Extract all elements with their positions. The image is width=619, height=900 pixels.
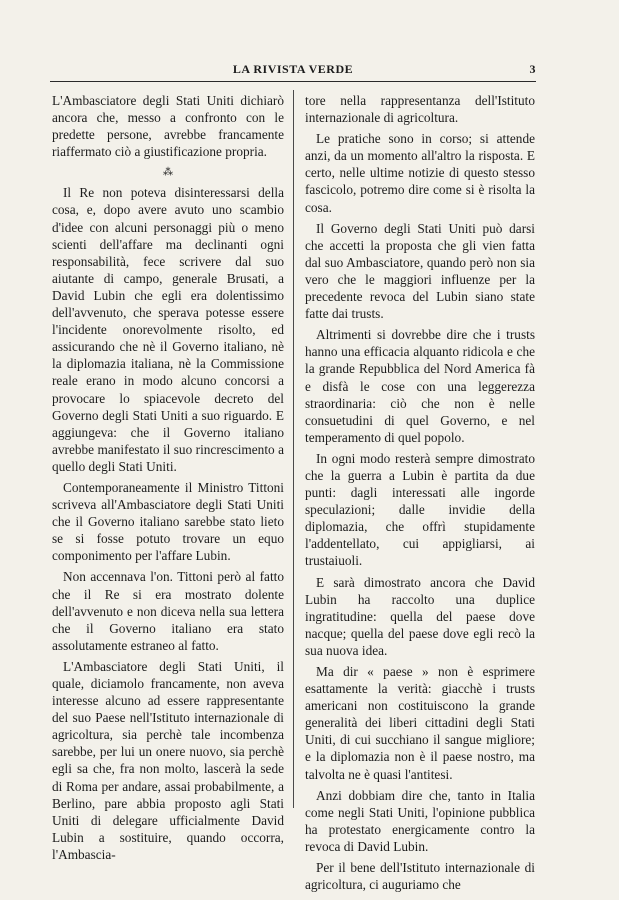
section-separator: ⁂ — [163, 167, 173, 179]
paragraph: tore nella rappresentanza dell'Istituto internazionale di agricoltura. — [305, 93, 535, 126]
paragraph: Contemporaneamente il Ministro Tittoni scriveva all'Ambasciatore degli Stati Uniti che il Governo italiano sarebbe stato lieto se si fosse potuto trovare un equo componimento per l'affare Lubin. — [52, 479, 284, 564]
column-divider — [293, 90, 294, 808]
paragraph: Altrimenti si dovrebbe dire che i trusts hanno una efficacia alquanto ridicola e che la grande Repubblica del Nord America fà e disfà le cose con una leggerezza straordinaria: ciò che non è nelle consuetudini di quel Governo, e nel temperamento di quel popolo. — [305, 327, 535, 445]
paragraph: Le pratiche sono in corso; si attende anzi, da un momento all'altro la risposta. E certo, nelle ultime notizie di questo stesso fascicolo, potremo dire come si è risolta la cosa. — [305, 131, 535, 215]
paragraph: Non accennava l'on. Tittoni però al fatto che il Re si era mostrato dolente dell'avvenuto e non diceva nella sua lettera che il Governo italiano era stato assolutamente estraneo al fatto. — [52, 569, 284, 653]
page-number: 3 — [529, 62, 536, 76]
paragraph: Il Re non poteva disinteressarsi della cosa, e, dopo avere avuto uno scambio d'idee con alcuni personaggi più o meno scienti dell'affare ma declinanti ogni responsabilità, fece scrivere dal suo aiutante di campo, generale Brusati, a David Lubin che egli era dolentissimo dell'avvenuto, che sperava potesse essere l'incidente onorevolmente risolto, ed assicurando che nè il Governo italiano, nè la diplomazia italiana, nè la Commissione reale erano in modo alcuno concorsi a provocare lo spiacevole decreto del Governo degli Stati Uniti a suo riguardo. E aggiungeva: che il Governo italiano avrebbe manifestato il suo rincrescimento a quello degli Stati Uniti. — [52, 185, 284, 474]
header-rule — [50, 81, 536, 82]
right-column — [305, 92, 535, 897]
page-header — [50, 62, 536, 78]
paragraph: E sarà dimostrato ancora che David Lubin ha raccolto una duplice ingratitudine: quella del paese dove nacque; quella del paese dove egli recò la sua nuova idea. — [305, 574, 535, 658]
paragraph: In ogni modo resterà sempre dimostrato che la guerra a Lubin è partita da due punti: dagli interessati alle ingorde speculazioni; dalle invidie della diplomazia, che offrì stupidamente l'addentellato, cui appigliarsi, ai trustaiuoli. — [305, 450, 535, 569]
paragraph: Ma dir « paese » non è esprimere esattamente la verità: giacchè i trusts americani non costituiscono la grande generalità dei liberi cittadini degli Stati Uniti, di cui succhiano il sangue migliore; e la diplomazia non è il paese nostro, ma talvolta ne è quasi l'antitesi. — [305, 664, 535, 782]
paragraph: Anzi dobbiam dire che, tanto in Italia come negli Stati Uniti, l'opinione pubblica ha protestato energicamente contro la revoca di David Lubin. — [305, 787, 535, 854]
paragraph: L'Ambasciatore degli Stati Uniti, il quale, diciamolo francamente, non aveva interesse alcuno ad essere rappresentante del suo Paese nell'Istituto internazionale di agricoltura, sia perchè tale incombenza sarebbe, per lui un onere nuovo, sia perchè egli sa che, fra non molto, lascerà la sede di Roma per andare, assai probabilmente, a Berlino, pare abbia proposto agli Stati Uniti di delegare ufficialmente David Lubin a sostituire, quando occorra, l'Ambascia- — [52, 658, 284, 862]
paragraph: Per il bene dell'Istituto internazionale di agricoltura, ci auguriamo che — [305, 860, 535, 893]
paragraph: L'Ambasciatore degli Stati Uniti dichiarò ancora che, messo a confronto con le predette persone, avrebbe francamente riaffermato ciò a giustificazione propria. — [52, 93, 284, 160]
left-column — [52, 92, 284, 867]
paragraph: Il Governo degli Stati Uniti può darsi che accetti la proposta che gli vien fatta dal suo Ambasciatore, quando però non sia vero che le maggiori influenze per la precedente revoca del Lubin siano state fatte dai trusts. — [305, 220, 535, 322]
running-title: LA RIVISTA VERDE — [232, 62, 354, 76]
